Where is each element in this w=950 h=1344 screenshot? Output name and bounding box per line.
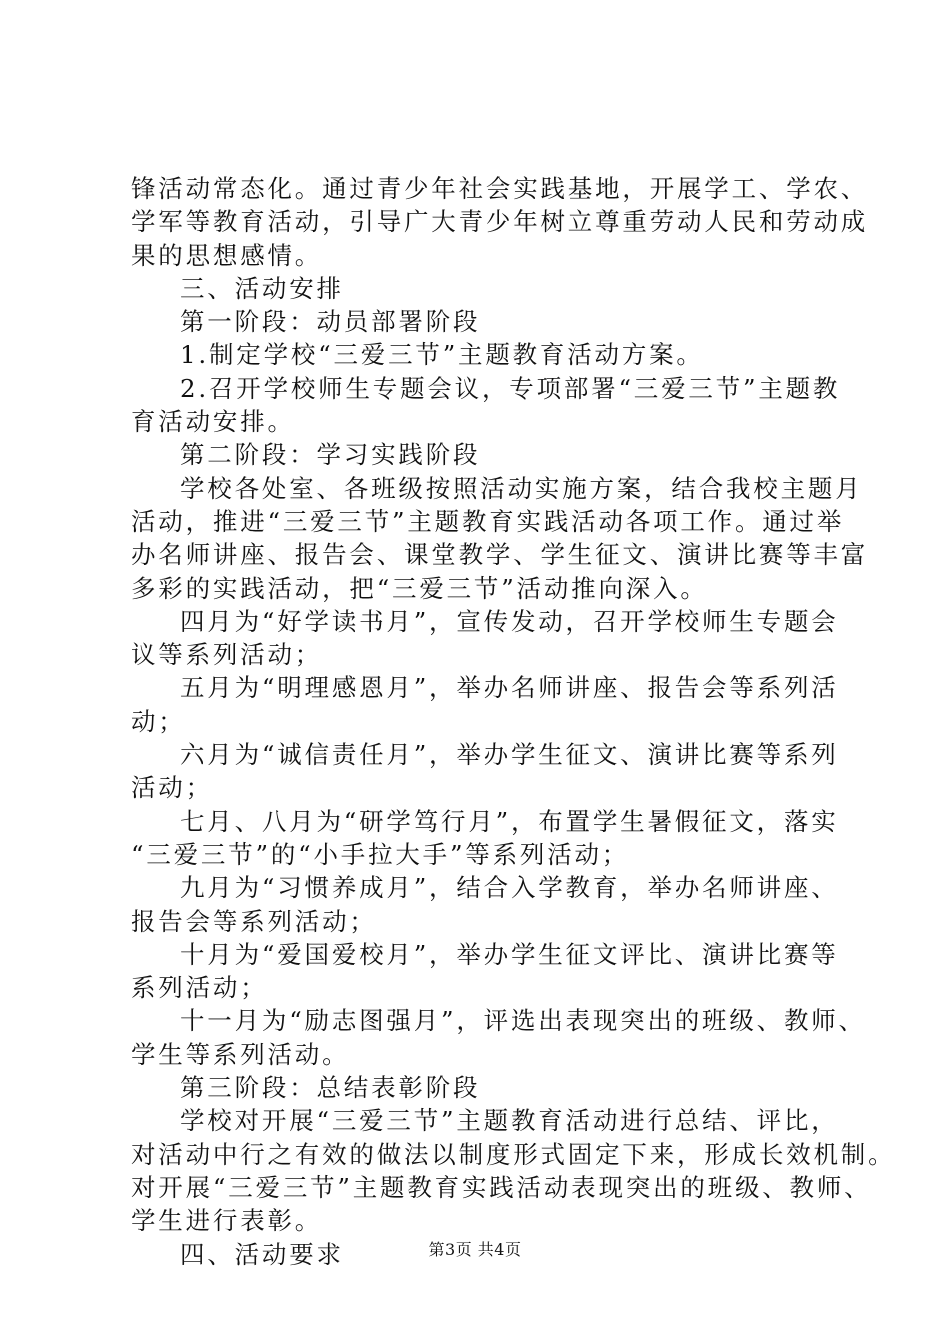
text-line: 果的思想感情。 [131, 240, 323, 270]
text-line: 四月为“好学读书月”，宣传发动，召开学校师生专题会 [180, 606, 839, 636]
text-line: 多彩的实践活动，把“三爱三节”活动推向深入。 [131, 573, 708, 603]
text-line: 动； [131, 706, 186, 736]
text-line: 三、活动安排 [180, 273, 344, 303]
text-line: “三爱三节”的“小手拉大手”等系列活动； [131, 839, 630, 869]
text-line: 对开展“三爱三节”主题教育实践活动表现突出的班级、教师、 [131, 1172, 872, 1202]
text-line: 七月、八月为“研学笃行月”，布置学生暑假征文，落实 [180, 806, 839, 836]
text-line: 学生等系列活动。 [131, 1039, 350, 1069]
text-line: 四、活动要求 [180, 1239, 344, 1269]
text-line: 锋活动常态化。通过青少年社会实践基地，开展学工、学农、 [131, 174, 869, 203]
text-line: 第三阶段：总结表彰阶段 [180, 1073, 481, 1103]
text-line: 活动； [131, 773, 213, 803]
text-line: 报告会等系列活动； [131, 906, 377, 936]
text-line: 2.召开学校师生专题会议，专项部署“三爱三节”主题教 [180, 373, 841, 403]
text-line: 第二阶段：学习实践阶段 [180, 440, 481, 470]
text-line: 学校各处室、各班级按照活动实施方案，结合我校主题月 [180, 473, 863, 503]
text-line: 学生进行表彰。 [131, 1206, 323, 1236]
text-line: 活动，推进“三爱三节”主题教育实践活动各项工作。通过举 [131, 506, 845, 536]
text-line: 对活动中行之有效的做法以制度形式固定下来，形成长效机制。 [131, 1139, 896, 1169]
text-line: 办名师讲座、报告会、课堂教学、学生征文、演讲比赛等丰富 [131, 540, 869, 570]
text-line: 六月为“诚信责任月”，举办学生征文、演讲比赛等系列 [180, 740, 839, 770]
text-line: 十一月为“励志图强月”，评选出表现突出的班级、教师、 [180, 1006, 866, 1036]
text-line: 学校对开展“三爱三节”主题教育活动进行总结、评比， [180, 1106, 839, 1136]
text-line: 十月为“爱国爱校月”，举办学生征文评比、演讲比赛等 [180, 939, 839, 969]
text-line: 系列活动； [131, 973, 268, 1003]
text-line: 五月为“明理感恩月”，举办名师讲座、报告会等系列活 [180, 673, 839, 703]
text-line: 九月为“习惯养成月”，结合入学教育，举办名师讲座、 [180, 873, 839, 903]
text-line: 1.制定学校“三爱三节”主题教育活动方案。 [180, 340, 704, 370]
page-number-footer: 第3页 共4页 [428, 1240, 522, 1259]
document-body [131, 172, 896, 1271]
text-line: 学军等教育活动，引导广大青少年树立尊重劳动人民和劳动成 [131, 207, 869, 237]
text-line: 育活动安排。 [131, 407, 295, 437]
text-line: 第一阶段：动员部署阶段 [180, 307, 481, 337]
text-line: 议等系列活动； [131, 640, 323, 670]
